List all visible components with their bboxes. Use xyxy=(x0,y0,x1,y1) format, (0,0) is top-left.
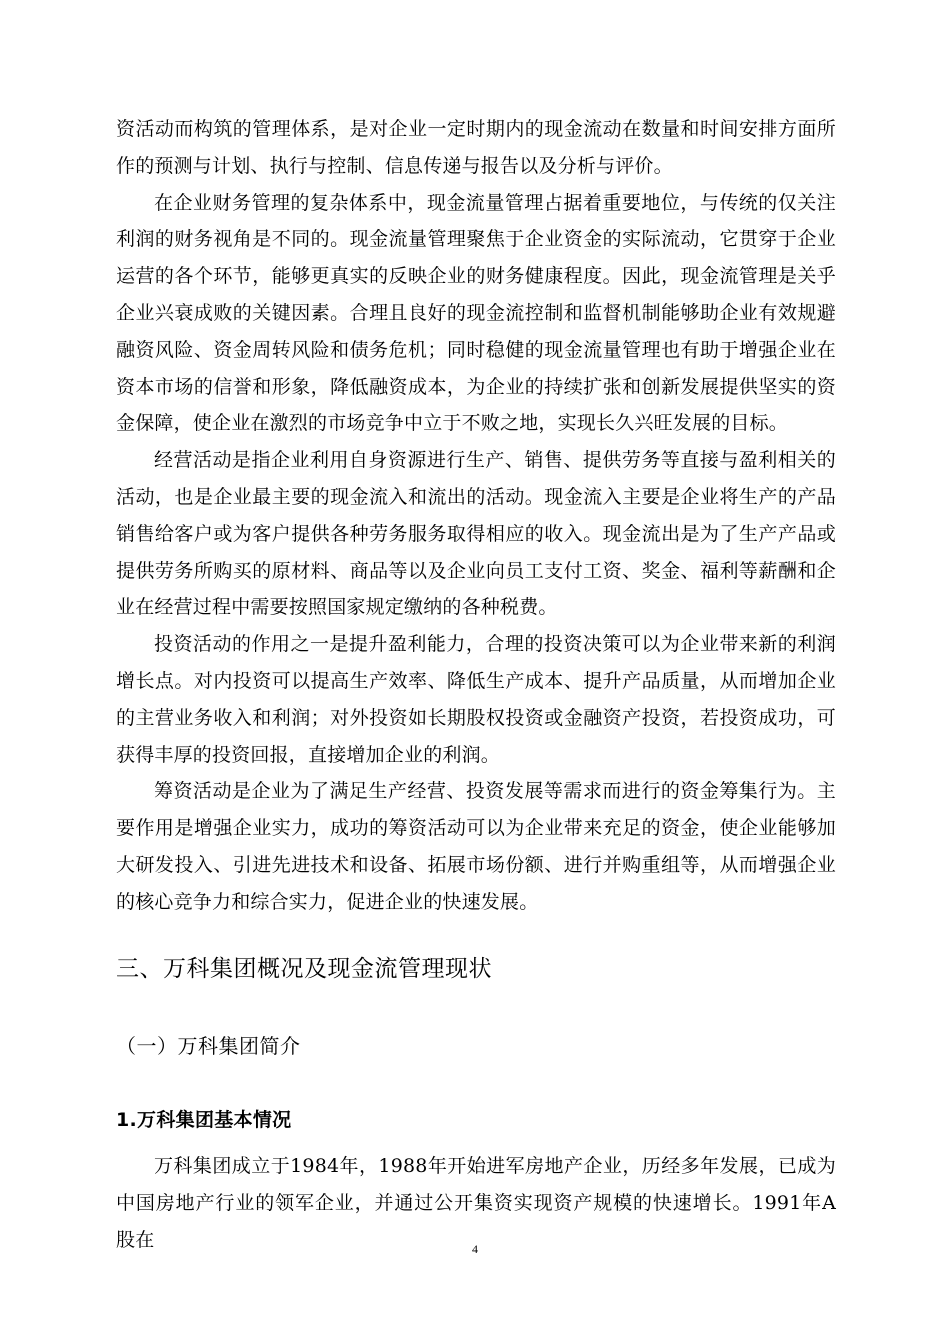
page-number: 4 xyxy=(472,1242,478,1256)
paragraph-3: 经营活动是指企业利用自身资源进行生产、销售、提供劳务等直接与盈利相关的活动，也是企业最主要的现金流入和流出的活动。现金流入主要是企业将生产的产品销售给客户或为客户提供各种劳务服务取得相应的收入。现金流出是为了生产产品或提供劳务所购买的原材料、商品等以及企业向员工支付工资、奖金、福利等薪酬和企业在经营过程中需要按照国家规定缴纳的各种税费。 xyxy=(116,449,836,619)
paragraph-6: 万科集团成立于1984年，1988年开始进军房地产企业，历经多年发展，已成为中国房地产行业的领军企业，并通过公开集资实现资产规模的快速增长。1991年A 股在 xyxy=(116,1155,836,1251)
document-body xyxy=(116,111,836,921)
paragraph-5: 筹资活动是企业为了满足生产经营、投资发展等需求而进行的资金筹集行为。主要作用是增强企业实力，成功的筹资活动可以为企业带来充足的资金，使企业能够加大研发投入、引进先进技术和设备、拓展市场份额、进行并购重组等，从而增强企业的核心竞争力和综合实力，促进企业的快速发展。 xyxy=(116,780,836,913)
paragraph-1: 资活动而构筑的管理体系，是对企业一定时期内的现金流动在数量和时间安排方面所作的预测与计划、执行与控制、信息传递与报告以及分析与评价。 xyxy=(116,118,836,177)
paragraph-2: 在企业财务管理的复杂体系中，现金流量管理占据着重要地位，与传统的仅关注利润的财务视角是不同的。现金流量管理聚焦于企业资金的实际流动，它贯穿于企业运营的各个环节，能够更真实的反映企业的财务健康程度。因此，现金流管理是关乎企业兴衰成败的关键因素。合理且良好的现金流控制和监督机制能够助企业有效规避融资风险、资金周转风险和债务危机；同时稳健的现金流量管理也有助于增强企业在资本市场的信誉和形象，降低融资成本，为企业的持续扩张和创新发展提供坚实的资金保障，使企业在激烈的市场竞争中立于不败之地，实现长久兴旺发展的目标。 xyxy=(116,191,836,435)
section-heading: 三、万科集团概况及现金流管理现状 xyxy=(116,956,492,982)
subsection-heading: （一）万科集团简介 xyxy=(116,1034,301,1058)
subsubsection-heading: 1.万科集团基本情况 xyxy=(116,1109,292,1131)
paragraph-4: 投资活动的作用之一是提升盈利能力，合理的投资决策可以为企业带来新的利润增长点。对内投资可以提高生产效率、降低生产成本、提升产品质量，从而增加企业的主营业务收入和利润；对外投资如长期股权投资或金融资产投资，若投资成功，可获得丰厚的投资回报，直接增加企业的利润。 xyxy=(116,633,836,766)
